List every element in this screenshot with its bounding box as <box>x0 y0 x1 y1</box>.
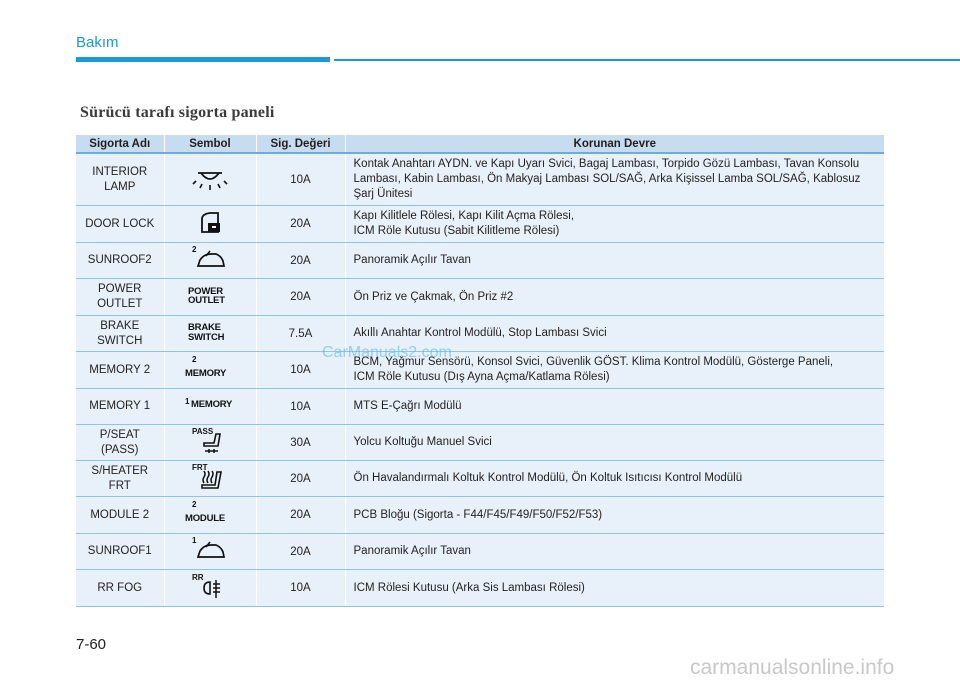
header-rule-thick <box>76 57 330 62</box>
protected-circuit: Panoramik Açılır Tavan <box>345 534 884 570</box>
fuse-rating: 10A <box>256 352 345 389</box>
fuse-symbol <box>164 352 256 389</box>
table-header-row <box>76 135 884 153</box>
symbol-superscript: FRT <box>192 463 208 472</box>
symbol-text: MEMORY <box>185 367 227 379</box>
protected-circuit: Ön Havalandırmalı Koltuk Kontrol Modülü, Ön Koltuk Isıtıcısı Kontrol Modülü <box>345 461 884 497</box>
protected-circuit: Kapı Kilitlele Rölesi, Kapı Kilit Açma Rölesi, ICM Röle Kutusu (Sabit Kilitleme Rölesi) <box>345 206 884 243</box>
table-row <box>76 153 884 206</box>
symbol-superscript: PASS <box>192 427 214 436</box>
fuse-rating: 20A <box>256 206 345 243</box>
fuse-symbol <box>164 570 256 607</box>
table-row <box>76 279 884 316</box>
interior-lamp-icon <box>180 163 240 193</box>
protected-circuit: Kontak Anahtarı AYDN. ve Kapı Uyarı Svici, Bagaj Lambası, Torpido Gözü Lambası, Tavan Konsolu Lambası, Kabin Lambası, Ön Makyaj Lambası SOL/SAĞ, Arka Kişissel Lamba SOL/SAĞ, Kablosuz Şarj Ünitesi <box>345 153 884 206</box>
column-header-symbol: Sembol <box>164 135 256 153</box>
protected-circuit: Panoramik Açılır Tavan <box>345 243 884 279</box>
symbol-superscript: 2 <box>192 354 197 364</box>
protected-circuit: BCM, Yağmur Sensörü, Konsol Svici, Güvenlik GÖST. Klima Kontrol Modülü, Gösterge Paneli, ICM Röle Kutusu (Dış Ayna Açma/Katlama Rölesi) <box>345 352 884 389</box>
fuse-symbol <box>164 534 256 570</box>
column-header-circuit: Korunan Devre <box>345 135 884 153</box>
fuse-name: S/HEATER FRT <box>76 461 164 497</box>
column-header-rating: Sig. Değeri <box>256 135 345 153</box>
section-label: Bakım <box>76 34 119 51</box>
table-row <box>76 570 884 607</box>
sunroof-icon <box>180 244 240 274</box>
fuse-rating: 30A <box>256 425 345 461</box>
memory-text-icon <box>180 390 240 420</box>
table-row <box>76 352 884 389</box>
header-rule-thin <box>334 59 960 61</box>
protected-circuit: PCB Bloğu (Sigorta - F44/F45/F49/F50/F52/F53) <box>345 497 884 534</box>
memory-text-icon <box>180 354 240 384</box>
brake-switch-text-icon <box>180 317 240 347</box>
fuse-symbol <box>164 497 256 534</box>
door-lock-icon <box>180 208 240 238</box>
table-row <box>76 497 884 534</box>
fuse-name: P/SEAT (PASS) <box>76 425 164 461</box>
fuse-rating: 20A <box>256 279 345 316</box>
fuse-name: INTERIOR LAMP <box>76 153 164 206</box>
fuse-name: SUNROOF2 <box>76 243 164 279</box>
symbol-superscript: 2 <box>192 499 197 509</box>
passenger-seat-icon <box>180 426 240 456</box>
table-row <box>76 243 884 279</box>
rear-fog-icon <box>180 572 240 602</box>
fuse-rating: 7.5A <box>256 316 345 352</box>
table-row <box>76 389 884 425</box>
seat-heater-icon <box>180 462 240 492</box>
watermark-site: carmanualsonline.info <box>690 656 895 679</box>
protected-circuit: MTS E-Çağrı Modülü <box>345 389 884 425</box>
fuse-rating: 20A <box>256 243 345 279</box>
fuse-name: RR FOG <box>76 570 164 607</box>
table-row <box>76 206 884 243</box>
fuse-name: MODULE 2 <box>76 497 164 534</box>
fuse-symbol <box>164 243 256 279</box>
fuse-name: SUNROOF1 <box>76 534 164 570</box>
fuse-table <box>76 135 884 607</box>
fuse-name: POWER OUTLET <box>76 279 164 316</box>
symbol-superscript: RR <box>192 572 204 582</box>
fuse-symbol <box>164 316 256 352</box>
fuse-symbol <box>164 425 256 461</box>
table-row <box>76 534 884 570</box>
protected-circuit: ICM Rölesi Kutusu (Arka Sis Lambası Rölesi) <box>345 570 884 607</box>
fuse-symbol <box>164 389 256 425</box>
protected-circuit: Akıllı Anahtar Kontrol Modülü, Stop Lambası Svici <box>345 316 884 352</box>
protected-circuit: Ön Priz ve Çakmak, Ön Priz #2 <box>345 279 884 316</box>
symbol-superscript: 1 <box>185 397 190 406</box>
fuse-name: MEMORY 1 <box>76 389 164 425</box>
symbol-text: MODULE <box>185 512 225 524</box>
symbol-superscript: 1 <box>192 536 197 545</box>
fuse-rating: 10A <box>256 570 345 607</box>
fuse-name: MEMORY 2 <box>76 352 164 389</box>
fuse-rating: 20A <box>256 534 345 570</box>
fuse-symbol <box>164 206 256 243</box>
fuse-name: BRAKE SWITCH <box>76 316 164 352</box>
fuse-name: DOOR LOCK <box>76 206 164 243</box>
protected-circuit: Yolcu Koltuğu Manuel Svici <box>345 425 884 461</box>
fuse-rating: 10A <box>256 389 345 425</box>
table-row <box>76 316 884 352</box>
column-header-fuse-name: Sigorta Adı <box>76 135 164 153</box>
symbol-text: POWER OUTLET <box>188 285 225 306</box>
symbol-superscript: 2 <box>192 245 197 254</box>
fuse-symbol <box>164 153 256 206</box>
page-heading: Sürücü tarafı sigorta paneli <box>80 104 275 121</box>
fuse-symbol <box>164 461 256 497</box>
table-row <box>76 425 884 461</box>
fuse-rating: 20A <box>256 497 345 534</box>
table-row <box>76 461 884 497</box>
watermark-overlay: CarManuals2.com <box>322 344 452 361</box>
symbol-text: BRAKE SWITCH <box>188 322 225 343</box>
power-outlet-text-icon <box>180 281 240 311</box>
fuse-rating: 20A <box>256 461 345 497</box>
fuse-rating: 10A <box>256 153 345 206</box>
page-number: 7-60 <box>76 636 107 653</box>
symbol-text: MEMORY <box>191 399 233 410</box>
fuse-symbol <box>164 279 256 316</box>
sunroof-icon <box>180 535 240 565</box>
module-text-icon <box>180 499 240 529</box>
